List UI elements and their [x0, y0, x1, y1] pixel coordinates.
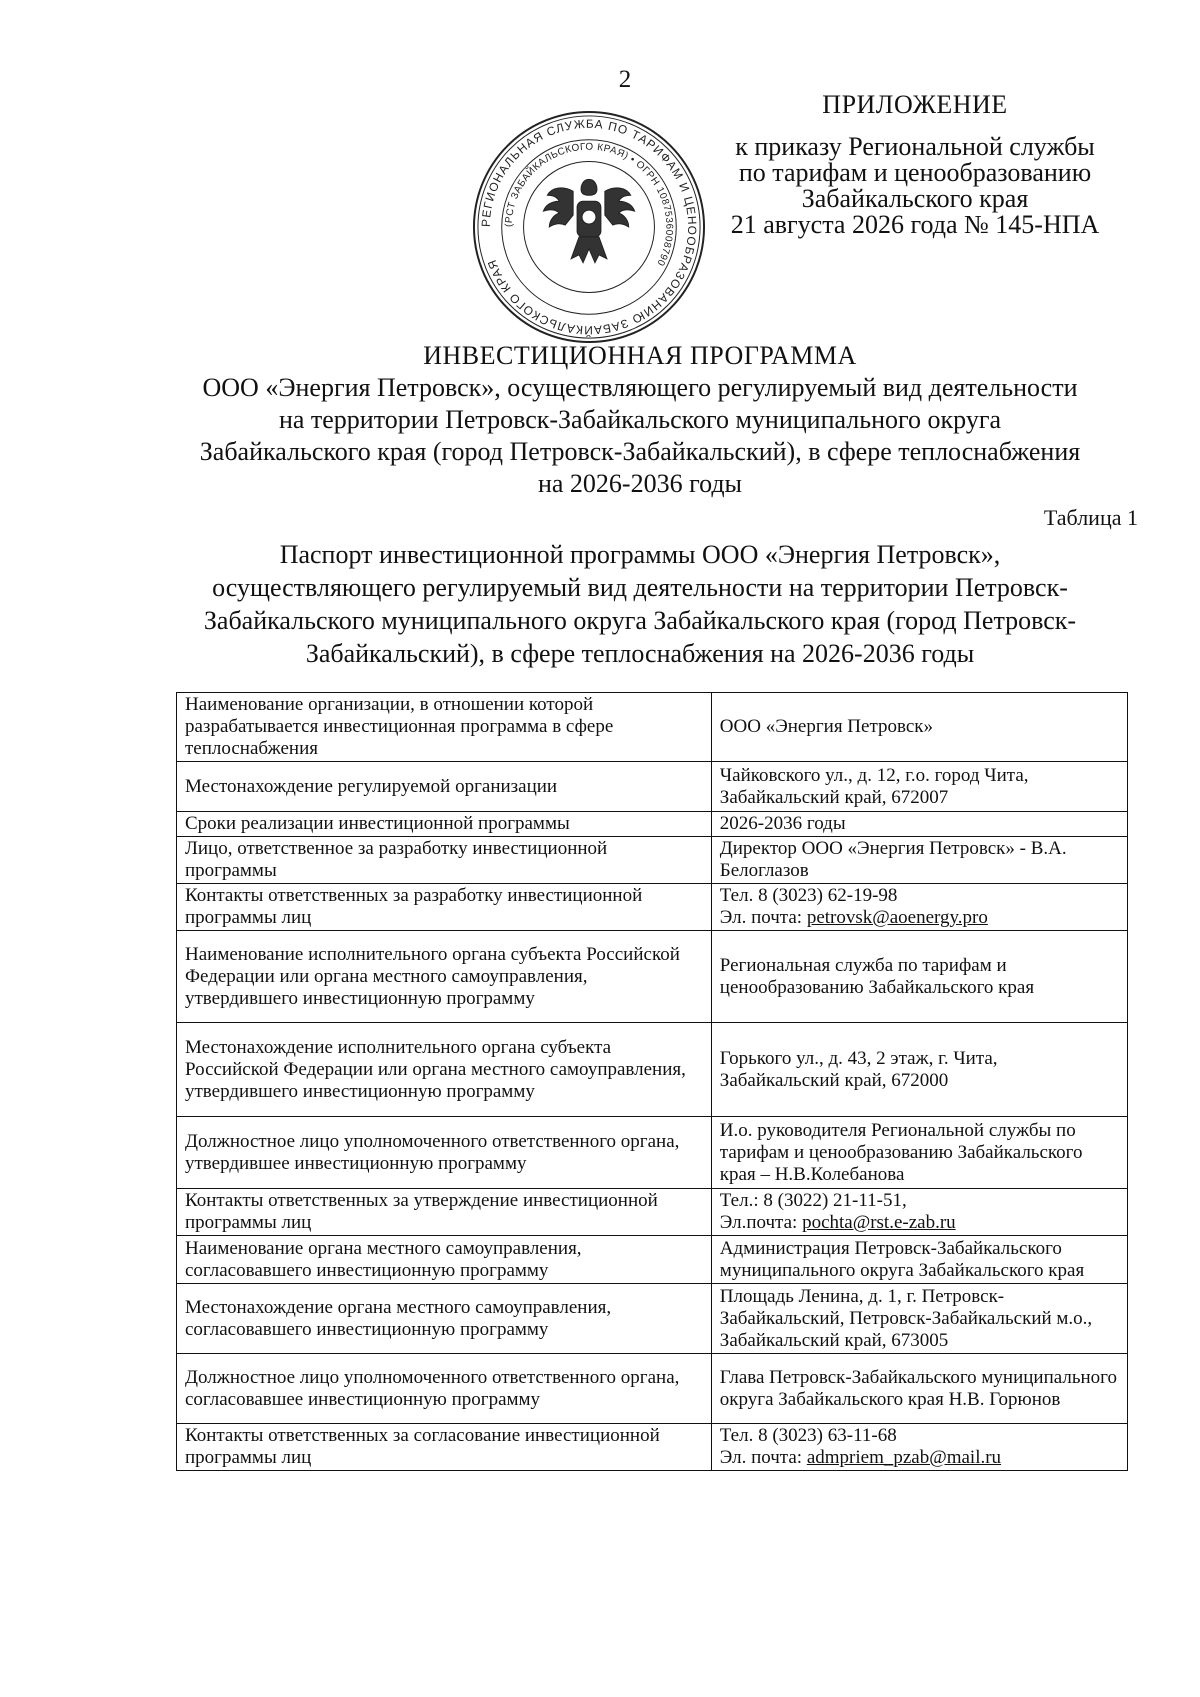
email-link[interactable]: pochta@rst.e-zab.ru: [802, 1212, 956, 1233]
row-label: Контакты ответственных за разработку инвестиционной программы лиц: [177, 884, 712, 931]
row-label: Наименование организации, в отношении которой разрабатывается инвестиционная программа в сфере теплоснабжения: [177, 693, 712, 762]
contact-email-line: [720, 907, 1119, 929]
table-row: [177, 1236, 1128, 1284]
contact-phone: Тел.: 8 (3022) 21-11-51,: [719, 1190, 907, 1211]
appendix-order-number: 21 августа 2026 года № 145-НПА: [730, 210, 1100, 239]
row-value: Администрация Петровск-Забайкальского муниципального округа Забайкальского края: [711, 1236, 1127, 1284]
appendix-line: к приказу Региональной службы: [735, 132, 1095, 161]
table-row: [177, 1354, 1128, 1424]
passport-table: [176, 692, 1128, 1471]
seal-outer-text: РЕГИОНАЛЬНАЯ СЛУЖБА ПО ТАРИФАМ И ЦЕНООБРАЗОВАНИЮ ЗАБАЙКАЛЬСКОГО КРАЯ: [478, 116, 700, 338]
row-label: Должностное лицо уполномоченного ответственного органа, согласовавшее инвестиционную программу: [177, 1354, 712, 1424]
official-seal: [470, 108, 708, 346]
row-value: [711, 884, 1127, 931]
email-prefix: Эл.почта:: [719, 1212, 803, 1233]
table-row: [177, 1117, 1128, 1189]
row-label: Местонахождение исполнительного органа субъекта Российской Федерации или органа местного самоуправления, утвердившего инвестиционную программу: [177, 1023, 712, 1117]
passport-title: [150, 538, 1130, 670]
row-label: Сроки реализации инвестиционной программы: [177, 812, 712, 837]
table-label: Таблица 1: [1043, 505, 1138, 530]
row-value: [711, 1189, 1127, 1236]
row-value: Региональная служба по тарифам и ценообразованию Забайкальского края: [711, 931, 1127, 1023]
passport-title-line: осуществляющего регулируемый вид деятельности на территории Петровск-: [212, 573, 1068, 602]
email-link[interactable]: petrovsk@aoenergy.pro: [806, 907, 988, 928]
contact-email-line: [720, 1212, 1119, 1234]
table-row: [177, 1424, 1128, 1471]
row-label: Местонахождение регулируемой организации: [177, 762, 712, 812]
row-value: Глава Петровск-Забайкальского муниципального округа Забайкальского края Н.В. Горюнов: [711, 1354, 1127, 1424]
table-row: [177, 762, 1128, 812]
seal-inner-text: (РСТ ЗАБАЙКАЛЬСКОГО КРАЯ) • ОГРН 1087536008790: [503, 141, 675, 268]
passport-title-line: Паспорт инвестиционной программы ООО «Энергия Петровск»,: [279, 540, 1001, 569]
row-value: Директор ООО «Энергия Петровск» - В.А. Белоглазов: [711, 837, 1127, 884]
contact-phone: Тел. 8 (3023) 63-11-68: [719, 1425, 897, 1446]
table-row: [177, 1023, 1128, 1117]
program-title-heading: ИНВЕСТИЦИОННАЯ ПРОГРАММА: [423, 341, 857, 370]
table-row: [177, 1189, 1128, 1236]
table-row: [177, 884, 1128, 931]
row-label: Местонахождение органа местного самоуправления, согласовавшего инвестиционную программу: [177, 1284, 712, 1354]
row-label: Контакты ответственных за утверждение инвестиционной программы лиц: [177, 1189, 712, 1236]
program-title-line: на территории Петровск-Забайкальского муниципального округа: [278, 405, 1002, 434]
appendix-line: по тарифам и ценообразованию: [738, 158, 1092, 187]
program-title-line: ООО «Энергия Петровск», осуществляющего регулируемый вид деятельности: [202, 373, 1078, 402]
table-row: [177, 837, 1128, 884]
program-title-line: Забайкальского края (город Петровск-Забайкальский), в сфере теплоснабжения: [199, 437, 1081, 466]
table-row: [177, 693, 1128, 762]
row-label: Должностное лицо уполномоченного ответственного органа, утвердившее инвестиционную программу: [177, 1117, 712, 1189]
row-label: Наименование исполнительного органа субъекта Российской Федерации или органа местного самоуправления, утвердившего инвестиционную программу: [177, 931, 712, 1023]
row-value: Площадь Ленина, д. 1, г. Петровск-Забайкальский, Петровск-Забайкальский м.о., Забайкальский край, 673005: [711, 1284, 1127, 1354]
program-title: [150, 340, 1130, 500]
table-row: [177, 1284, 1128, 1354]
contact-email-line: [720, 1447, 1119, 1469]
row-label: Наименование органа местного самоуправления, согласовавшего инвестиционную программу: [177, 1236, 712, 1284]
program-title-line: на 2026-2036 годы: [537, 469, 743, 498]
double-headed-eagle-icon: [543, 179, 634, 262]
appendix-line: Забайкальского края: [801, 184, 1029, 213]
row-value: ООО «Энергия Петровск»: [711, 693, 1127, 762]
row-label: Лицо, ответственное за разработку инвестиционной программы: [177, 837, 712, 884]
passport-title-line: Забайкальский), в сфере теплоснабжения на 2026-2036 годы: [305, 639, 975, 668]
page-number: 2: [618, 66, 632, 93]
row-label: Контакты ответственных за согласование инвестиционной программы лиц: [177, 1424, 712, 1471]
email-prefix: Эл. почта:: [719, 1447, 807, 1468]
row-value: [711, 1424, 1127, 1471]
email-prefix: Эл. почта:: [719, 907, 807, 928]
contact-phone: Тел. 8 (3023) 62-19-98: [719, 885, 898, 906]
row-value: Чайковского ул., д. 12, г.о. город Чита, Забайкальский край, 672007: [711, 762, 1127, 812]
row-value: И.о. руководителя Региональной службы по тарифам и ценообразованию Забайкальского края – Н.В.Колебанова: [711, 1117, 1127, 1189]
passport-title-line: Забайкальского муниципального округа Забайкальского края (город Петровск-: [203, 606, 1077, 635]
table-row: [177, 812, 1128, 837]
row-value: 2026-2036 годы: [711, 812, 1127, 837]
email-link[interactable]: admpriem_pzab@mail.ru: [806, 1447, 1002, 1468]
row-value: Горького ул., д. 43, 2 этаж, г. Чита, Забайкальский край, 672000: [711, 1023, 1127, 1117]
appendix-heading: ПРИЛОЖЕНИЕ: [822, 90, 1008, 119]
table-row: [177, 931, 1128, 1023]
